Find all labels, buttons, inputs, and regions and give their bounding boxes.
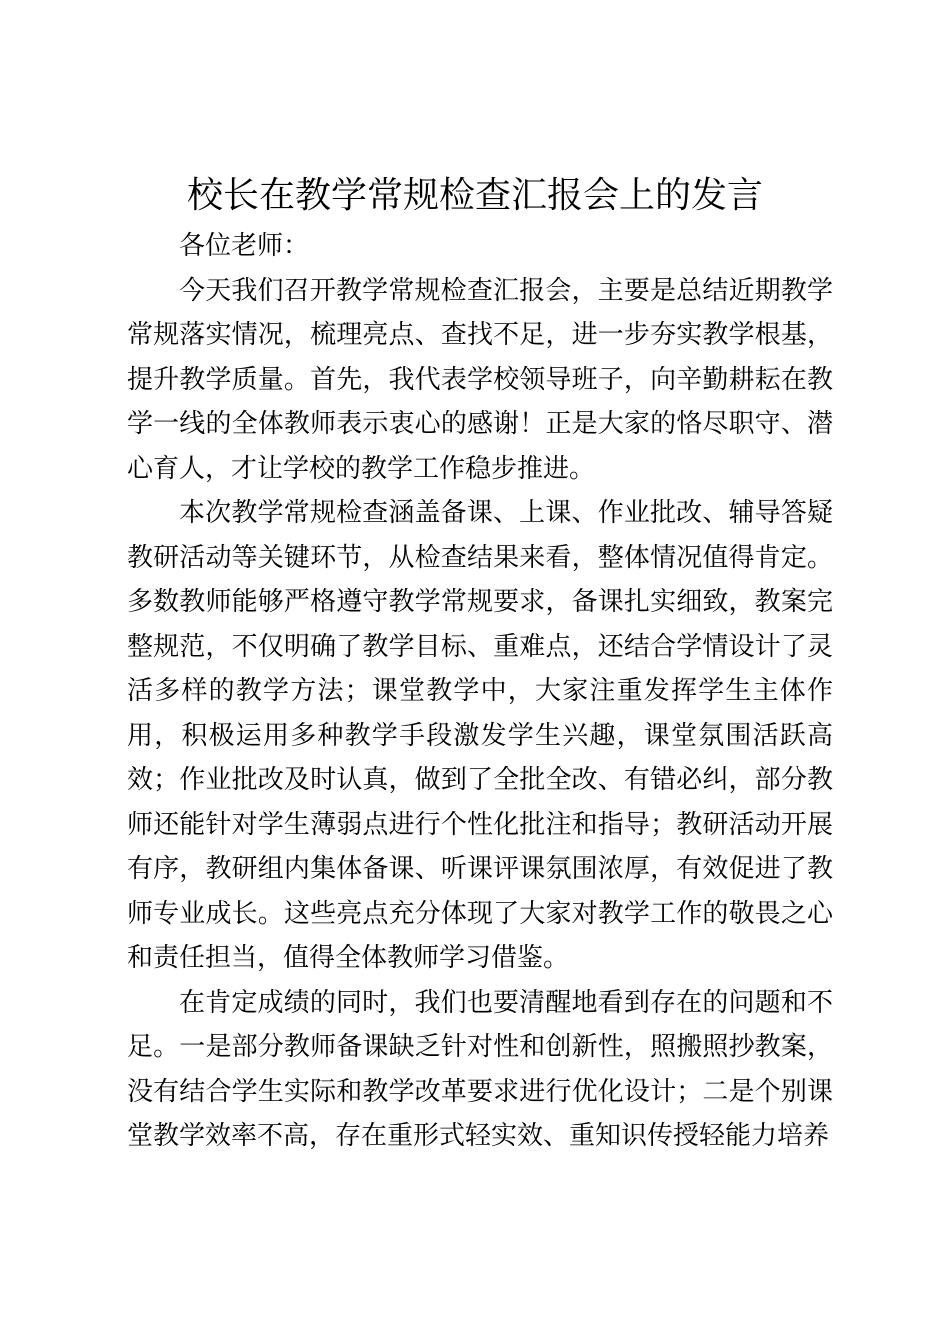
salutation: 各位老师： [179,231,310,261]
document-body [127,224,833,1159]
paragraph-problems: 在肯定成绩的同时，我们也要清醒地看到存在的问题和不足。一是部分教师备课缺乏针对性和创新性，照搬照抄教案，没有结合学生实际和教学改革要求进行优化设计；二是个别课堂教学效率不高，存在重形式轻实效、重知识传授轻能力培养 [127,987,833,1151]
paragraph-opening: 今天我们召开教学常规检查汇报会，主要是总结近期教学常规落实情况，梳理亮点、查找不足，进一步夯实教学根基，提升教学质量。首先，我代表学校领导班子，向辛勤耕耘在教学一线的全体教师表示衷心的感谢！正是大家的恪尽职守、潜心育人，才让学校的教学工作稳步推进。 [127,275,833,484]
paragraph-achievements: 本次教学常规检查涵盖备课、上课、作业批改、辅导答疑教研活动等关键环节，从检查结果来看，整体情况值得肯定。多数教师能够严格遵守教学常规要求，备课扎实细致，教案完整规范，不仅明确了教学目标、重难点，还结合学情设计了灵活多样的教学方法；课堂教学中，大家注重发挥学生主体作用，积极运用多种教学手段激发学生兴趣，课堂氛围活跃高效；作业批改及时认真，做到了全批全改、有错必纠，部分教师还能针对学生薄弱点进行个性化批注和指导；教研活动开展有序，教研组内集体备课、听课评课氛围浓厚，有效促进了教师专业成长。这些亮点充分体现了大家对教学工作的敬畏之心和责任担当，值得全体教师学习借鉴。 [127,498,833,973]
document-title: 校长在教学常规检查汇报会上的发言 [186,175,763,216]
